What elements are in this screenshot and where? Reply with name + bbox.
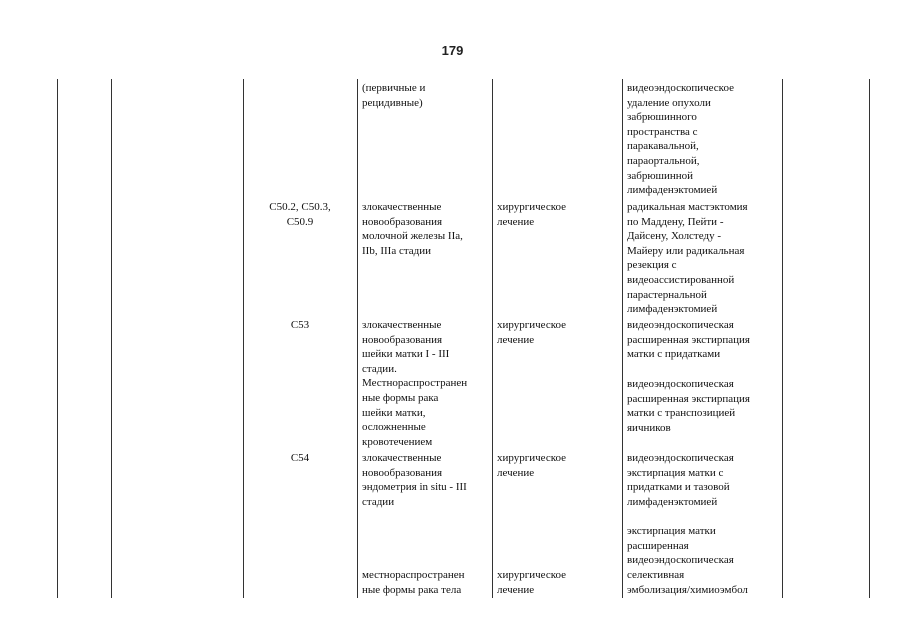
treatment-cell: хирургическое лечение bbox=[497, 569, 567, 596]
diagnosis-cell: (первичные и рецидивные) bbox=[362, 82, 426, 109]
method-cell: видеоэндоскопическая расширенная экстирпация матки с придатками bbox=[627, 319, 750, 361]
diagnosis-cell: злокачественные новообразования эндометрия in situ - III стадии bbox=[362, 452, 467, 508]
column-divider bbox=[57, 79, 58, 598]
treatment-cell: хирургическое лечение bbox=[497, 452, 567, 479]
column-divider bbox=[357, 79, 358, 598]
page-number: 179 bbox=[441, 43, 464, 58]
icd-code-cell: C50.2, C50.3, C50.9 bbox=[269, 201, 331, 228]
method-cell: радикальная мастэктомия по Маддену, Пейти - Дайсену, Холстеду - Майеру или радикальная резекция с видеоассистированной парастернальной лимфаденэктомией bbox=[627, 201, 748, 316]
treatment-cell: хирургическое лечение bbox=[497, 201, 567, 228]
column-divider bbox=[111, 79, 112, 598]
column-divider bbox=[492, 79, 493, 598]
method-cell: видеоэндоскопическая расширенная экстирпация матки с транспозицией яичников bbox=[627, 378, 750, 434]
column-divider bbox=[782, 79, 783, 598]
column-divider bbox=[869, 79, 870, 598]
method-cell: экстирпация матки расширенная видеоэндоскопическая bbox=[627, 525, 734, 567]
treatment-cell: хирургическое лечение bbox=[497, 319, 567, 346]
icd-code-cell: C53 bbox=[290, 319, 310, 331]
diagnosis-cell: злокачественные новообразования молочной железы IIa, IIb, IIIa стадии bbox=[362, 201, 463, 257]
diagnosis-cell: злокачественные новообразования шейки матки I - III стадии. Местнораспространен ные формы рака шейки матки, осложненные кровотечением bbox=[362, 319, 468, 448]
method-cell: видеоэндоскопическое удаление опухоли забрюшинного пространства с паракавальной, параортальной, забрюшинной лимфаденэктомией bbox=[627, 82, 734, 197]
column-divider bbox=[243, 79, 244, 598]
icd-code-cell: C54 bbox=[290, 452, 310, 464]
method-cell: селективная эмболизация/химиоэмбол bbox=[627, 569, 748, 596]
diagnosis-cell: местнораспространен ные формы рака тела bbox=[362, 569, 465, 596]
method-cell: видеоэндоскопическая экстирпация матки с придатками и тазовой лимфаденэктомией bbox=[627, 452, 734, 508]
column-divider bbox=[622, 79, 623, 598]
